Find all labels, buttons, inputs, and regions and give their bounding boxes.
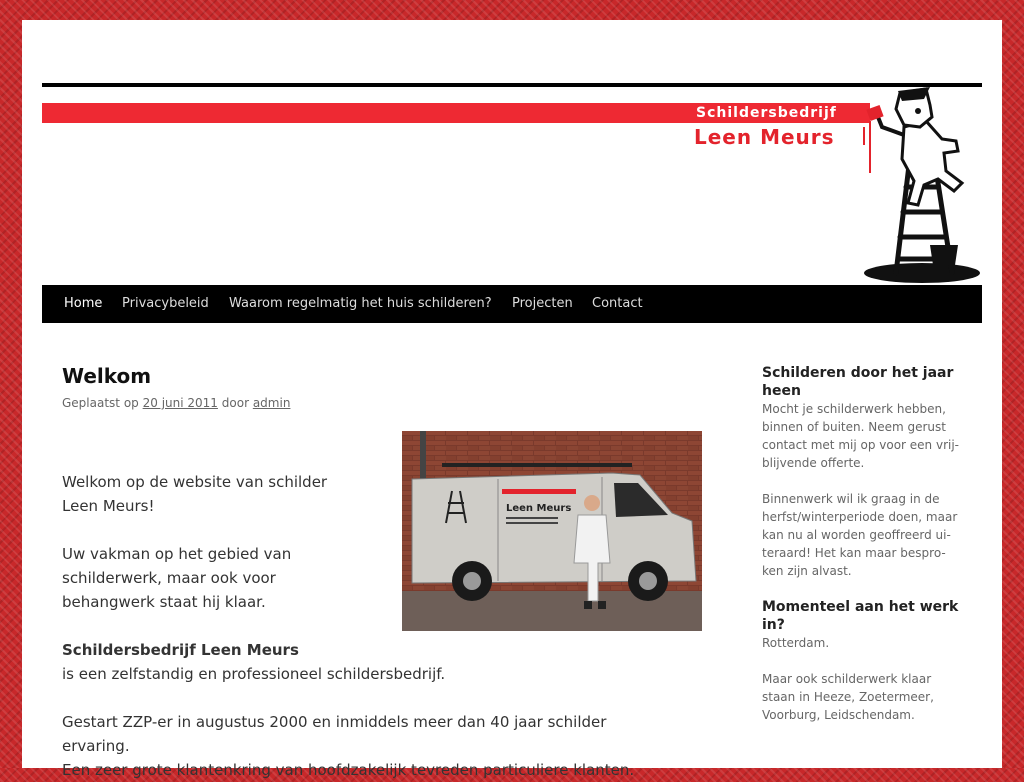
nav-item-contact[interactable]: Contact [592,296,643,311]
post-date-link[interactable]: 20 juni 2011 [142,396,218,410]
post-photo-van [402,431,702,631]
widget-title: Schilderen door het jaar heen [762,365,954,399]
widget-text: Rotterdam. [762,636,830,650]
header-banner[interactable] [42,87,982,285]
van-lettering: Leen Meurs [506,503,572,514]
widget-text: Binnenwerk wil ik graag in de herfst/winterperiode doen, maar kan nu al worden geoffreerd ui- teraard! Het kan maar bespro- ken zijn alvast. [762,492,958,578]
post-title[interactable]: Welkom [62,364,152,388]
widget-title: Momenteel aan het werk in? [762,599,959,633]
widget-schilderen [762,364,962,580]
brand-name: Leen Meurs [694,125,835,149]
main-navigation [42,285,982,323]
vakman-paragraph: Uw vakman op het gebied van schilderwerk, maar ook voor behangwerk staat hij klaar. [62,545,292,611]
widget-momenteel [762,598,962,724]
company-name-bold: Schildersbedrijf Leen Meurs [62,641,299,659]
page-wrapper [22,20,1002,779]
widget-text: Maar ook schilderwerk klaar staan in Heeze, Zoetermeer, Voorburg, Leidschendam. [762,672,934,722]
post-author-link[interactable]: admin [252,396,291,410]
nav-item-waarom[interactable]: Waarom regelmatig het huis schilderen? [229,296,492,311]
nav-item-projecten[interactable]: Projecten [512,296,573,311]
nav-item-privacybeleid[interactable]: Privacybeleid [122,296,209,311]
meta-by: door [221,396,249,410]
sidebar [762,364,962,724]
post-meta [62,396,290,410]
brand-subtitle: Schildersbedrijf [696,105,837,121]
painter-mascot-logo [860,87,984,285]
intro-paragraph: Welkom op de website van schilder Leen Meurs! [62,473,328,515]
experience-paragraph: Gestart ZZP-er in augustus 2000 en inmiddels meer dan 40 jaar schilder ervaring. Een zeer grote klantenkring van hoofdzakelijk tevreden particuliere klanten. [62,713,635,779]
meta-prefix: Geplaatst op [62,396,139,410]
nav-item-home[interactable]: Home [64,296,103,311]
widget-text: Mocht je schilderwerk hebben, binnen of buiten. Neem gerust contact met mij op voor een vrij- blijvende offerte. [762,402,960,470]
company-paragraph: Schildersbedrijf Leen Meurs is een zelfstandig en professioneel schildersbedrijf. [62,638,702,686]
